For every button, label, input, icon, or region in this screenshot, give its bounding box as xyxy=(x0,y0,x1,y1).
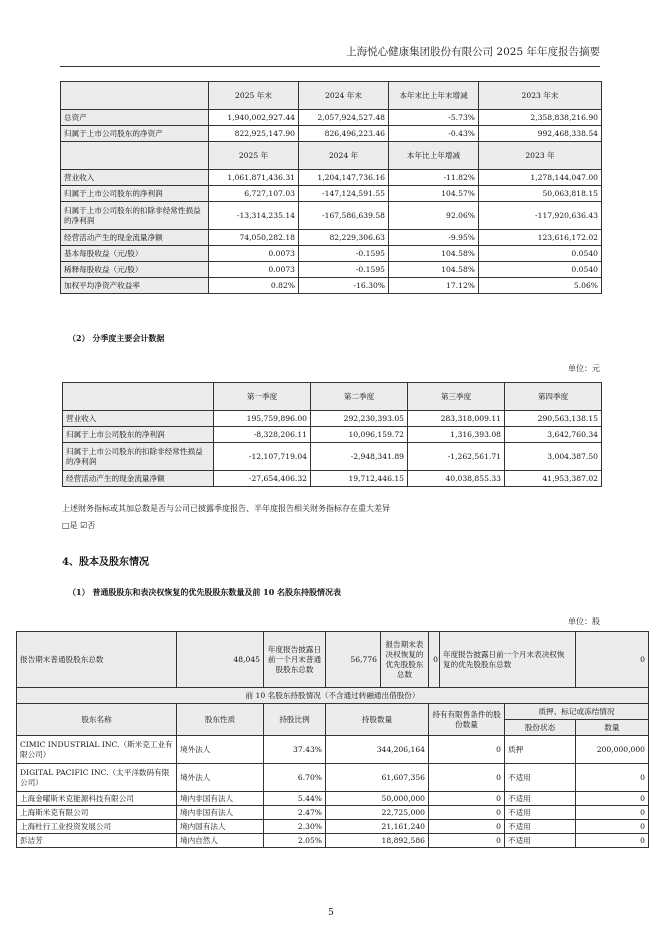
unit-label: 单位：元 xyxy=(568,364,600,373)
table-cell: 1,204,147,736.16 xyxy=(299,170,389,186)
table-cell: 50,000,000 xyxy=(326,792,429,806)
table-row xyxy=(61,126,602,142)
table-cell: -9.95% xyxy=(389,230,479,246)
table-cell: 56,776 xyxy=(326,632,381,688)
table-cell: 上海斯米克有限公司 xyxy=(17,806,177,820)
table-cell: 2025 年 xyxy=(209,142,299,170)
table-cell: 第三季度 xyxy=(408,383,505,411)
table-cell: 19,712,446.15 xyxy=(311,471,408,487)
table-cell: 2024 年 xyxy=(299,142,389,170)
table-cell: -1,262,561.71 xyxy=(408,443,505,471)
table-cell: 283,318,009.11 xyxy=(408,411,505,427)
table-cell: 0 xyxy=(429,764,505,792)
table-cell: 境内非国有法人 xyxy=(177,806,264,820)
table-cell: 年度报告披露日前一个月末普通股股东总数 xyxy=(264,632,326,688)
table-row xyxy=(61,186,602,202)
table-cell: 61,607,356 xyxy=(326,764,429,792)
table-cell: 2024 年末 xyxy=(299,82,389,110)
table-cell: 数量 xyxy=(576,720,649,736)
table-cell: 17.12% xyxy=(389,278,479,294)
table-cell: 0 xyxy=(429,632,440,688)
table-cell: 2,358,838,216.90 xyxy=(479,110,602,126)
table-cell: 104.58% xyxy=(389,262,479,278)
table-cell: 持股比例 xyxy=(264,704,326,736)
table-cell: 第一季度 xyxy=(214,383,311,411)
table-cell: 0 xyxy=(576,834,649,848)
subsection-title: （1） 普通股股东和表决权恢复的优先股股东数量及前 10 名股东持股情况表 xyxy=(68,587,342,597)
table-cell: -16.30% xyxy=(299,278,389,294)
quarterly-table xyxy=(62,382,602,487)
table-cell: 822,925,147.90 xyxy=(209,126,299,142)
table-cell: 0 xyxy=(429,806,505,820)
table-cell: -0.1595 xyxy=(299,246,389,262)
quarterly-heading: （2） 分季度主要会计数据 xyxy=(68,333,165,343)
table-cell: -12,107,719.04 xyxy=(214,443,311,471)
table-cell: -0.1595 xyxy=(299,262,389,278)
table-row xyxy=(17,764,649,792)
table-cell: 持股数量 xyxy=(326,704,429,736)
table-cell: 18,892,586 xyxy=(326,834,429,848)
table-cell: 1,940,002,927.44 xyxy=(209,110,299,126)
table-cell: 报告期末普通股股东总数 xyxy=(17,632,177,688)
table-row xyxy=(61,262,602,278)
table-cell: 41,953,387.02 xyxy=(505,471,602,487)
table-cell: CIMIC INDUSTRIAL INC.（斯米克工业有限公司） xyxy=(17,736,177,764)
top10-title: 前 10 名股东持股情况（不含通过转融通出借股份） xyxy=(17,688,649,704)
table-cell: 年度报告披露日前一个月末表决权恢复的优先股股东总数 xyxy=(440,632,576,688)
discrepancy-note: 上述财务指标或其加总数是否与公司已披露季度报告、半年度报告相关财务指标存在重大差异 xyxy=(62,504,390,513)
table-row xyxy=(63,427,602,443)
row-label: 总资产 xyxy=(61,110,209,126)
table-cell xyxy=(61,142,209,170)
table-cell: 境内非国有法人 xyxy=(177,792,264,806)
table-cell: 2025 年末 xyxy=(209,82,299,110)
row-label: 归属于上市公司股东的扣除非经常性损益的净利润 xyxy=(63,443,214,471)
table-cell: 不适用 xyxy=(505,764,576,792)
table-cell: 344,206,164 xyxy=(326,736,429,764)
table-cell: 持有有限售条件的股份数量 xyxy=(429,704,505,736)
table-cell: -167,586,639.58 xyxy=(299,202,389,230)
table-cell: 2023 年末 xyxy=(479,82,602,110)
table-cell: 48,045 xyxy=(177,632,264,688)
table-cell: 104.58% xyxy=(389,246,479,262)
row-label: 归属于上市公司股东的净利润 xyxy=(61,186,209,202)
table-cell: 74,050,282.18 xyxy=(209,230,299,246)
summary-row xyxy=(17,632,649,688)
table-cell: -8,328,206.11 xyxy=(214,427,311,443)
table-cell: 0 xyxy=(429,736,505,764)
table-cell: 2023 年 xyxy=(479,142,602,170)
table-row xyxy=(17,792,649,806)
table-cell xyxy=(61,82,209,110)
row-label: 加权平均净资产收益率 xyxy=(61,278,209,294)
table-cell: 报告期末表决权恢复的优先股股东总数 xyxy=(381,632,429,688)
key-financial-table xyxy=(60,81,602,294)
table-cell: 第四季度 xyxy=(505,383,602,411)
table-cell: 0 xyxy=(429,792,505,806)
table-cell: 2,057,924,527.48 xyxy=(299,110,389,126)
table-cell: 2.05% xyxy=(264,834,326,848)
table-cell: 上海金曜斯米克能源科技有限公司 xyxy=(17,792,177,806)
table-cell: 质押 xyxy=(505,736,576,764)
table-cell: 195,759,896.00 xyxy=(214,411,311,427)
table-row xyxy=(17,806,649,820)
table-cell: -5.73% xyxy=(389,110,479,126)
table-cell: 股份状态 xyxy=(505,720,576,736)
table-cell: 200,000,000 xyxy=(576,736,649,764)
table-cell xyxy=(63,383,214,411)
table-row xyxy=(63,471,602,487)
table-header-row xyxy=(61,82,602,110)
unit-label: 单位：股 xyxy=(568,617,600,626)
table-cell: 0.0540 xyxy=(479,262,602,278)
yes-no-choice: □是 ☑否 xyxy=(62,521,96,530)
table-cell: 境内国有法人 xyxy=(177,820,264,834)
table-cell: 本年末比上年末增减 xyxy=(389,82,479,110)
table-row xyxy=(61,246,602,262)
table-cell: 50,063,818.15 xyxy=(479,186,602,202)
header-rule xyxy=(60,66,600,67)
table-cell: 彭洁芳 xyxy=(17,834,177,848)
table-cell: 1,278,144,047.00 xyxy=(479,170,602,186)
table-cell: 境外法人 xyxy=(177,736,264,764)
table-cell: 0 xyxy=(576,806,649,820)
table-cell: 21,161,240 xyxy=(326,820,429,834)
row-label: 基本每股收益（元/股） xyxy=(61,246,209,262)
table-cell: 37.43% xyxy=(264,736,326,764)
row-label: 归属于上市公司股东的净利润 xyxy=(63,427,214,443)
table-cell: 0 xyxy=(576,792,649,806)
row-label: 营业收入 xyxy=(63,411,214,427)
table-cell: -2,948,341.89 xyxy=(311,443,408,471)
table-cell: 境外法人 xyxy=(177,764,264,792)
table-cell: 123,616,172.02 xyxy=(479,230,602,246)
table-cell: DIGITAL PACIFIC INC.（太平洋数码有限公司） xyxy=(17,764,177,792)
table-header-row xyxy=(61,142,602,170)
table-row xyxy=(61,202,602,230)
table-cell: 0 xyxy=(429,834,505,848)
table-cell: 6,727,107.03 xyxy=(209,186,299,202)
table-row xyxy=(61,278,602,294)
table-cell: 40,038,855.33 xyxy=(408,471,505,487)
table-cell: 0.82% xyxy=(209,278,299,294)
shareholders-table xyxy=(16,631,649,848)
table-cell: 不适用 xyxy=(505,792,576,806)
table-cell: 2.47% xyxy=(264,806,326,820)
table-cell: 股东性质 xyxy=(177,704,264,736)
table-cell: 290,563,138.15 xyxy=(505,411,602,427)
table-cell: 1,061,871,436.31 xyxy=(209,170,299,186)
table-cell: -0.43% xyxy=(389,126,479,142)
table-cell: 0 xyxy=(576,632,649,688)
table-cell: 6.70% xyxy=(264,764,326,792)
table-cell: 本年比上年增减 xyxy=(389,142,479,170)
table-cell: 1,316,393.08 xyxy=(408,427,505,443)
table-cell: 质押、标记或冻结情况 xyxy=(505,704,649,720)
table-cell: 0.0540 xyxy=(479,246,602,262)
table-cell: 82,229,306.63 xyxy=(299,230,389,246)
table-header-row xyxy=(63,383,602,411)
table-cell: 3,004,387.50 xyxy=(505,443,602,471)
table-cell: 22,725,000 xyxy=(326,806,429,820)
table-cell: 5.44% xyxy=(264,792,326,806)
table-cell: -11.82% xyxy=(389,170,479,186)
table-cell: 292,230,393.05 xyxy=(311,411,408,427)
table-cell: 不适用 xyxy=(505,834,576,848)
table-row xyxy=(61,230,602,246)
row-label: 稀释每股收益（元/股） xyxy=(61,262,209,278)
table-header-row xyxy=(17,704,649,720)
table-cell: 826,496,223.46 xyxy=(299,126,389,142)
table-cell: 0.0073 xyxy=(209,262,299,278)
row-label: 经营活动产生的现金流量净额 xyxy=(61,230,209,246)
table-cell: 92.06% xyxy=(389,202,479,230)
section-title: 4、股本及股东情况 xyxy=(62,557,149,568)
table-row xyxy=(17,820,649,834)
table-cell: -147,124,591.55 xyxy=(299,186,389,202)
table-cell: 3,642,760.34 xyxy=(505,427,602,443)
table-cell: 不适用 xyxy=(505,820,576,834)
row-label: 归属于上市公司股东的净资产 xyxy=(61,126,209,142)
table-cell: 0 xyxy=(576,764,649,792)
table-cell: -117,920,636.43 xyxy=(479,202,602,230)
row-label: 营业收入 xyxy=(61,170,209,186)
table-row xyxy=(63,443,602,471)
table-cell: 不适用 xyxy=(505,806,576,820)
table-row xyxy=(61,110,602,126)
table-cell: 0.0073 xyxy=(209,246,299,262)
table-row xyxy=(61,170,602,186)
page-number: 5 xyxy=(328,908,334,918)
table-cell: 上海杜行工业投资发展公司 xyxy=(17,820,177,834)
table-cell: 0 xyxy=(576,820,649,834)
row-label: 经营活动产生的现金流量净额 xyxy=(63,471,214,487)
table-row xyxy=(63,411,602,427)
table-cell: -27,654,406.32 xyxy=(214,471,311,487)
table-row xyxy=(17,736,649,764)
table-cell: 第二季度 xyxy=(311,383,408,411)
table-cell: 0 xyxy=(429,820,505,834)
table-cell: 境内自然人 xyxy=(177,834,264,848)
page-header: 上海悦心健康集团股份有限公司 2025 年年度报告摘要 xyxy=(346,46,600,58)
table-cell: 5.06% xyxy=(479,278,602,294)
table-cell: 992,468,338.54 xyxy=(479,126,602,142)
table-cell: 2.30% xyxy=(264,820,326,834)
table-row xyxy=(17,688,649,704)
table-cell: 104.57% xyxy=(389,186,479,202)
row-label: 归属于上市公司股东的扣除非经常性损益的净利润 xyxy=(61,202,209,230)
table-row xyxy=(17,834,649,848)
table-cell: -13,314,235.14 xyxy=(209,202,299,230)
table-cell: 10,096,159.72 xyxy=(311,427,408,443)
table-cell: 股东名称 xyxy=(17,704,177,736)
